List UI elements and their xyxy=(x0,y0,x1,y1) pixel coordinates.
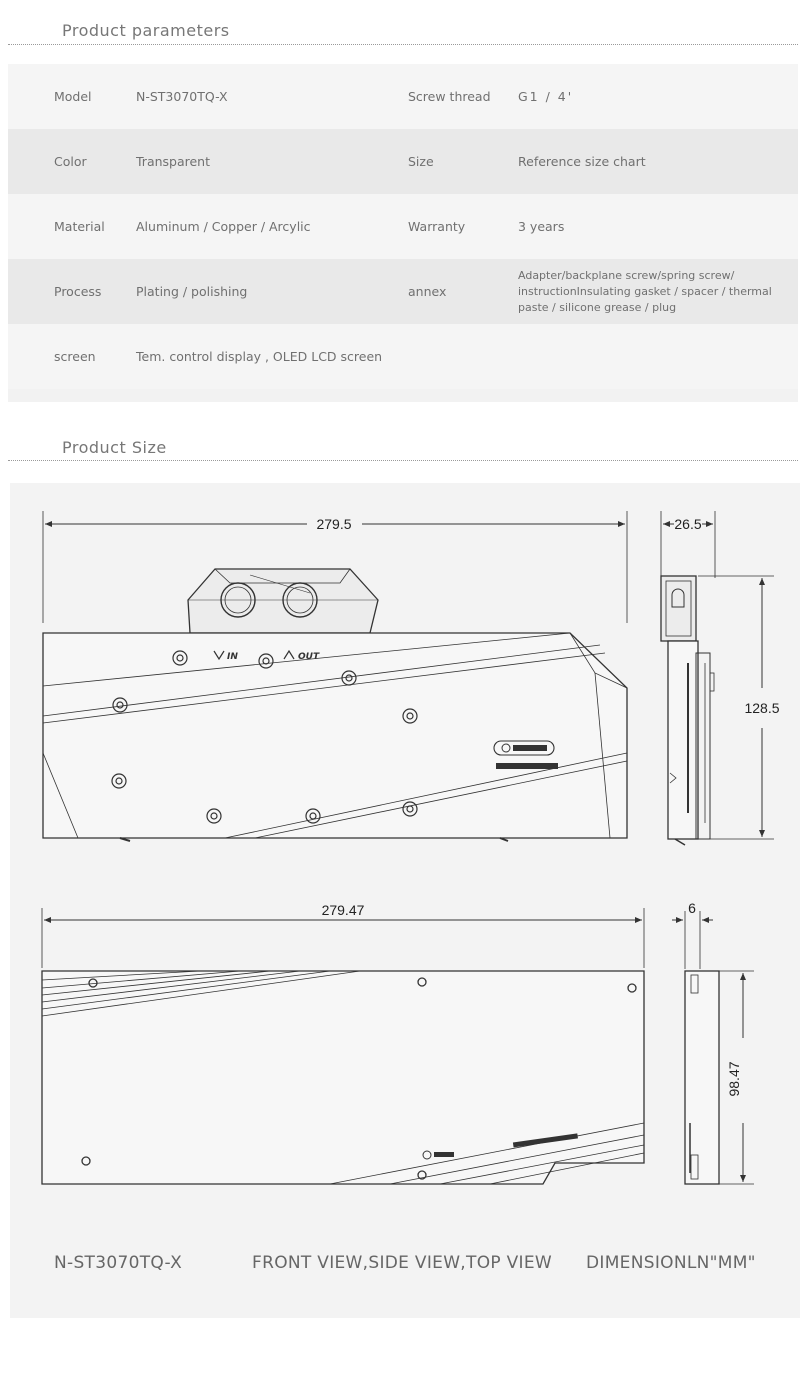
params-row xyxy=(8,324,798,389)
param-value: Tem. control display , OLED LCD screen xyxy=(136,349,383,364)
param-value: 3 years xyxy=(518,219,565,234)
param-label xyxy=(408,324,513,389)
param-value: Adapter/backplane screw/spring screw/ instructionInsulating gasket / spacer / thermal paste / silicone grease / plug xyxy=(518,268,772,314)
params-table xyxy=(8,64,798,402)
param-value xyxy=(518,324,788,389)
param-value: Aluminum / Copper / Arcylic xyxy=(136,219,311,234)
param-label: Warranty xyxy=(408,219,466,234)
caption-views: FRONT VIEW,SIDE VIEW,TOP VIEW xyxy=(252,1253,553,1273)
param-value: G1 / 4' xyxy=(518,89,574,104)
size-section-title: Product Size xyxy=(62,438,167,457)
param-label: Model xyxy=(54,89,92,104)
params-section-title: Product parameters xyxy=(62,21,230,40)
dim-side-height-label: 128.5 xyxy=(744,700,780,716)
side-view xyxy=(661,511,774,845)
param-value: N-ST3070TQ-X xyxy=(136,89,228,104)
param-label: annex xyxy=(408,284,447,299)
param-label: Process xyxy=(54,284,102,299)
size-section-divider xyxy=(8,460,798,461)
param-label: Material xyxy=(54,219,105,234)
back-view xyxy=(42,908,644,1184)
dim-back-thickness-label: 6 xyxy=(688,900,696,916)
params-row xyxy=(8,64,798,129)
params-row xyxy=(8,259,798,324)
backplate-side-view xyxy=(672,911,754,1184)
params-row xyxy=(8,129,798,194)
front-view xyxy=(43,511,627,841)
caption-units: DIMENSIONLN"MM" xyxy=(586,1253,756,1273)
out-port-label: OUT xyxy=(298,652,320,662)
param-label: screen xyxy=(54,349,96,364)
params-section-divider xyxy=(8,44,798,45)
dim-front-width-label: 279.5 xyxy=(316,516,352,532)
dimension-drawing xyxy=(10,483,800,1318)
dim-back-height-label: 98.47 xyxy=(726,1061,742,1097)
param-value: Reference size chart xyxy=(518,154,646,169)
params-row xyxy=(8,194,798,259)
in-port-label: IN xyxy=(227,652,238,662)
param-value: Transparent xyxy=(136,154,211,169)
dim-back-width-label: 279.47 xyxy=(321,902,365,918)
param-label: Size xyxy=(408,154,434,169)
caption-model: N-ST3070TQ-X xyxy=(54,1253,183,1273)
dim-side-width-label: 26.5 xyxy=(674,516,702,532)
param-label: Color xyxy=(54,154,87,169)
param-value: Plating / polishing xyxy=(136,284,248,299)
param-label: Screw thread xyxy=(408,89,491,104)
